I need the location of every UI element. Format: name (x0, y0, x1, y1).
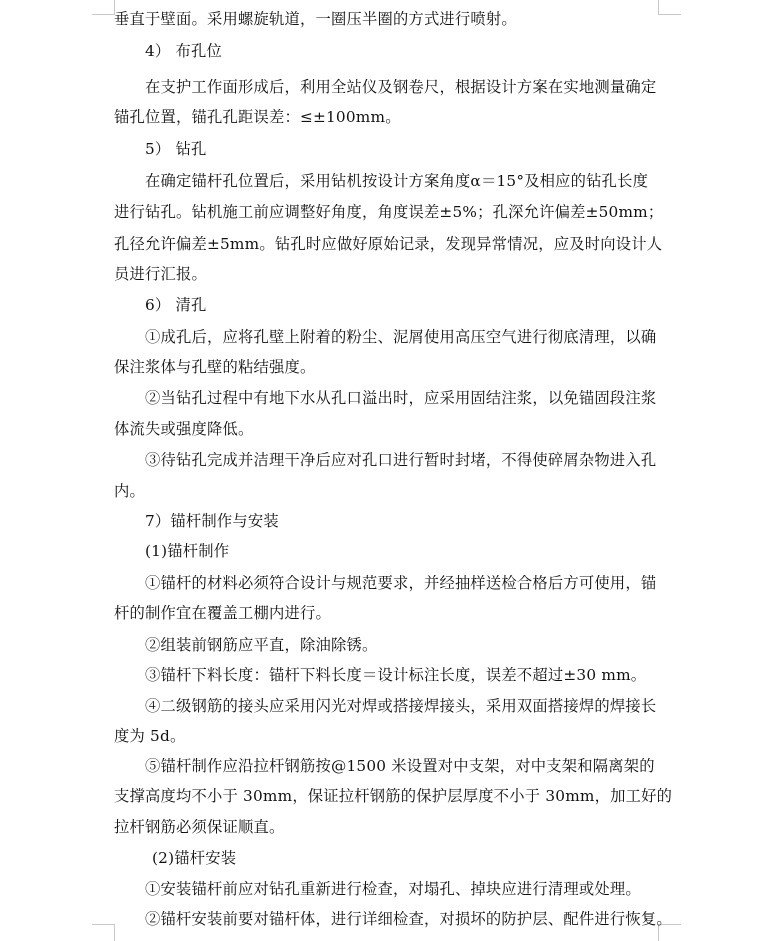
body-text-line: ③待钻孔完成并洁理干净后应对孔口进行暂时封堵，不得使碎屑杂物进入孔 (145, 451, 657, 469)
body-text-line: ①安装锚杆前应对钻孔重新进行检查，对塌孔、掉块应进行清理或处理。 (145, 880, 641, 898)
subsection-heading: (1)锚杆制作 (145, 542, 230, 560)
body-text-line: 体流失或强度降低。 (114, 420, 254, 438)
body-text-line: 垂直于壁面。采用螺旋轨道，一圈压半圈的方式进行喷射。 (114, 10, 517, 28)
body-text-line: 在支护工作面形成后，利用全站仪及钢卷尺，根据设计方案在实地测量确定 (145, 78, 657, 96)
body-text-line: 孔径允许偏差±5mm。钻孔时应做好原始记录，发现异常情况，应及时向设计人 (114, 235, 663, 253)
body-text-line: 保注浆体与孔壁的粘结强度。 (114, 358, 316, 376)
section-heading: 5） 钻孔 (145, 140, 207, 158)
body-text-line: ③锚杆下料长度：锚杆下料长度＝设计标注长度，误差不超过±30 mm。 (145, 666, 647, 684)
body-text-line: ②当钻孔过程中有地下水从孔口溢出时，应采用固结注浆，以免锚固段注浆 (145, 389, 657, 407)
body-text-line: 进行钻孔。钻机施工前应调整好角度，角度误差±5%；孔深允许偏差±50mm； (114, 203, 664, 221)
body-text-line: ①成孔后，应将孔壁上附着的粉尘、泥屑使用高压空气进行彻底清理，以确 (145, 328, 657, 346)
body-text-line: 度为 5d。 (114, 727, 186, 745)
body-text-line: ②锚杆安装前要对锚杆体，进行详细检查，对损坏的防护层、配件进行恢复。 (145, 910, 672, 928)
body-text-line: ④二级钢筋的接头应采用闪光对焊或搭接焊接头，采用双面搭接焊的焊接长 (145, 697, 657, 715)
body-text-line: 在确定锚杆孔位置后，采用钻机按设计方案角度α＝15°及相应的钻孔长度 (145, 172, 649, 190)
section-heading: 7）锚杆制作与安装 (145, 512, 279, 530)
page-corner-mark-top-right (658, 0, 681, 15)
section-heading: 6） 清孔 (145, 296, 207, 314)
page-corner-mark-top-left (92, 0, 115, 15)
page-corner-mark-bottom-left (92, 924, 115, 941)
body-text-line: 支撑高度均不小于 30mm，保证拉杆钢筋的保护层厚度不小于 30mm，加工好的 (114, 787, 673, 805)
body-text-line: 杆的制作宜在覆盖工棚内进行。 (114, 604, 331, 622)
section-heading: 4） 布孔位 (145, 42, 222, 60)
body-text-line: 锚孔位置，锚孔孔距误差：≤±100mm。 (114, 108, 401, 126)
subsection-heading: (2)锚杆安装 (152, 849, 237, 867)
body-text-line: 内。 (114, 482, 145, 500)
body-text-line: 员进行汇报。 (114, 265, 207, 283)
body-text-line: ⑤锚杆制作应沿拉杆钢筋按@1500 米设置对中支架，对中支架和隔离架的 (145, 757, 655, 775)
body-text-line: 拉杆钢筋必须保证顺直。 (114, 818, 285, 836)
body-text-line: ②组装前钢筋应平直，除油除锈。 (145, 636, 378, 654)
body-text-line: ①锚杆的材料必须符合设计与规范要求，并经抽样送检合格后方可使用，锚 (145, 574, 657, 592)
